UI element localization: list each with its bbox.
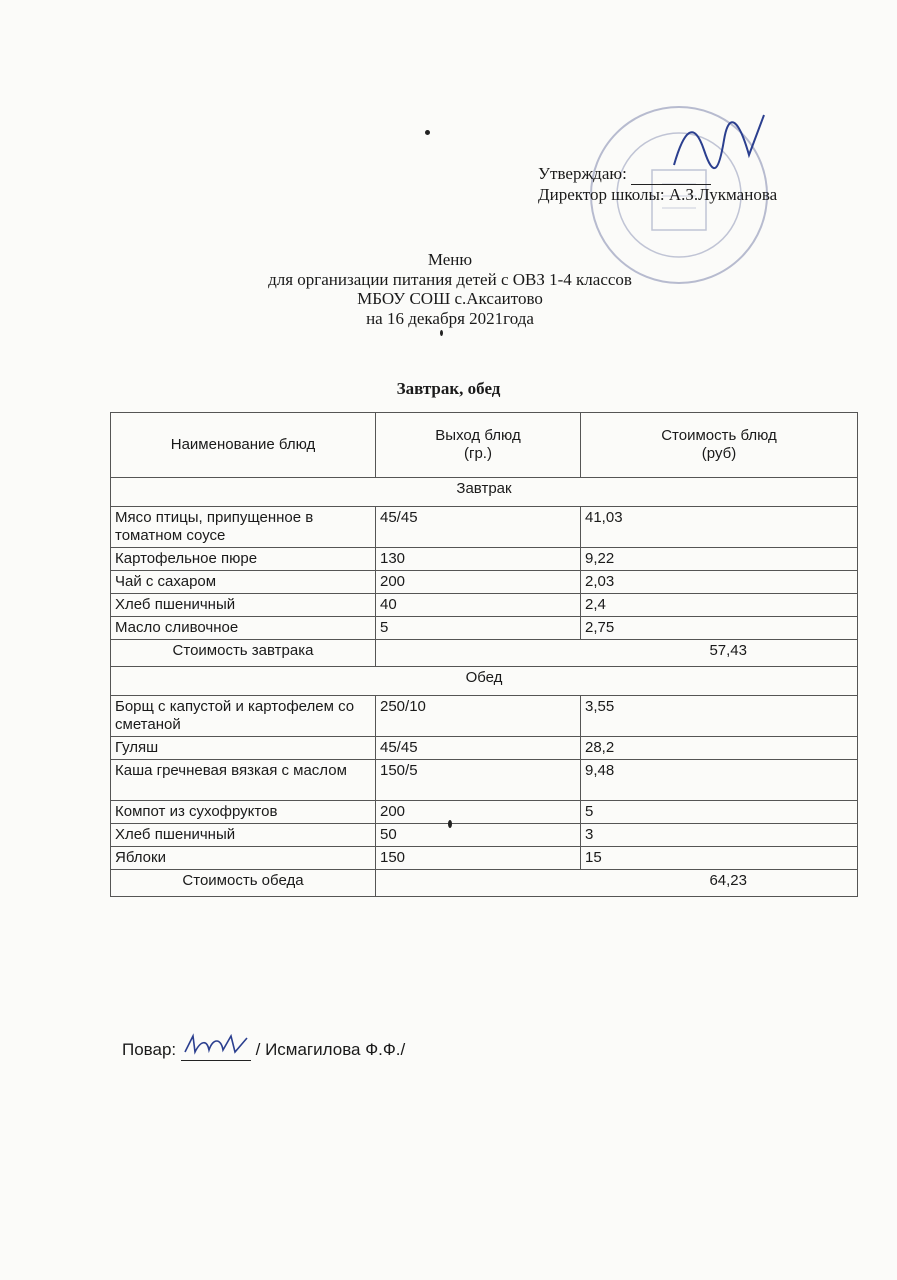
col-header-price-line1: Стоимость блюд [661, 427, 777, 444]
dish-portion: 150 [376, 847, 581, 870]
col-header-portion [376, 413, 581, 478]
group-row-breakfast [111, 478, 858, 507]
col-header-price-line2: (руб) [701, 445, 737, 462]
total-value: 57,43 [376, 640, 858, 667]
total-value: 64,23 [376, 870, 858, 897]
dish-price: 2,75 [581, 617, 858, 640]
dish-price: 28,2 [581, 737, 858, 760]
group-label: Обед [111, 667, 858, 696]
group-label: Завтрак [111, 478, 858, 507]
dish-name: Компот из сухофруктов [111, 801, 376, 824]
title-line-2: для организации питания детей с ОВЗ 1-4 классов [268, 269, 632, 289]
col-header-dish: Наименование блюд [111, 413, 376, 478]
dish-name: Каша гречневая вязкая с маслом [111, 760, 376, 801]
title-line-1: Меню [427, 250, 473, 269]
dish-name: Яблоки [111, 847, 376, 870]
dish-portion: 200 [376, 801, 581, 824]
cook-signature-block [122, 1040, 405, 1061]
dish-portion: 250/10 [376, 696, 581, 737]
dish-portion: 45/45 [376, 507, 581, 548]
cook-signature-scribble [181, 1032, 251, 1058]
dish-portion: 50 [376, 824, 581, 847]
dish-price: 2,4 [581, 594, 858, 617]
breakfast-total-row [111, 640, 858, 667]
table-row [111, 847, 858, 870]
dish-price: 9,22 [581, 548, 858, 571]
dish-portion: 200 [376, 571, 581, 594]
director-line: Директор школы: А.З.Лукманова [538, 185, 778, 204]
table-header-row [111, 413, 858, 478]
dish-portion: 130 [376, 548, 581, 571]
total-label: Стоимость завтрака [111, 640, 376, 667]
dish-portion: 45/45 [376, 737, 581, 760]
title-line-4: на 16 декабря 2021года [366, 308, 534, 328]
dish-name: Хлеб пшеничный [111, 824, 376, 847]
dish-price: 9,48 [581, 760, 858, 801]
dish-portion: 40 [376, 594, 581, 617]
dish-price: 3,55 [581, 696, 858, 737]
approve-signature-line [631, 164, 711, 185]
table-row [111, 760, 858, 801]
scan-speck [425, 130, 430, 135]
approval-block [538, 164, 777, 205]
dish-price: 15 [581, 847, 858, 870]
dish-name: Гуляш [111, 737, 376, 760]
section-title: Завтрак, обед [396, 379, 501, 398]
table-row [111, 617, 858, 640]
cook-name: / Исмагилова Ф.Ф./ [255, 1040, 406, 1059]
col-header-portion-line2: (гр.) [464, 445, 492, 462]
title-line-3: МБОУ СОШ с.Аксаитово [357, 289, 543, 308]
approve-label: Утверждаю: [538, 164, 627, 183]
dish-name: Мясо птицы, припущенное в томатном соусе [111, 507, 376, 548]
cook-label: Повар: [122, 1040, 177, 1059]
table-row [111, 824, 858, 847]
table-row [111, 594, 858, 617]
scan-speck [448, 820, 452, 828]
document-title [240, 250, 660, 328]
dish-portion: 5 [376, 617, 581, 640]
col-header-price [581, 413, 858, 478]
col-header-portion-line1: Выход блюд [435, 427, 521, 444]
dish-name: Картофельное пюре [111, 548, 376, 571]
menu-table [110, 412, 858, 897]
dish-name: Масло сливочное [111, 617, 376, 640]
scan-speck [440, 330, 443, 336]
table-row [111, 737, 858, 760]
table-row [111, 507, 858, 548]
group-row-lunch [111, 667, 858, 696]
table-row [111, 696, 858, 737]
dish-name: Чай с сахаром [111, 571, 376, 594]
total-label: Стоимость обеда [111, 870, 376, 897]
dish-name: Борщ с капустой и картофелем со сметаной [111, 696, 376, 737]
table-row [111, 548, 858, 571]
dish-price: 41,03 [581, 507, 858, 548]
dish-name: Хлеб пшеничный [111, 594, 376, 617]
dish-price: 2,03 [581, 571, 858, 594]
dish-portion: 150/5 [376, 760, 581, 801]
dish-price: 3 [581, 824, 858, 847]
lunch-total-row [111, 870, 858, 897]
table-row [111, 801, 858, 824]
dish-price: 5 [581, 801, 858, 824]
table-row [111, 571, 858, 594]
cook-signature [181, 1040, 251, 1061]
